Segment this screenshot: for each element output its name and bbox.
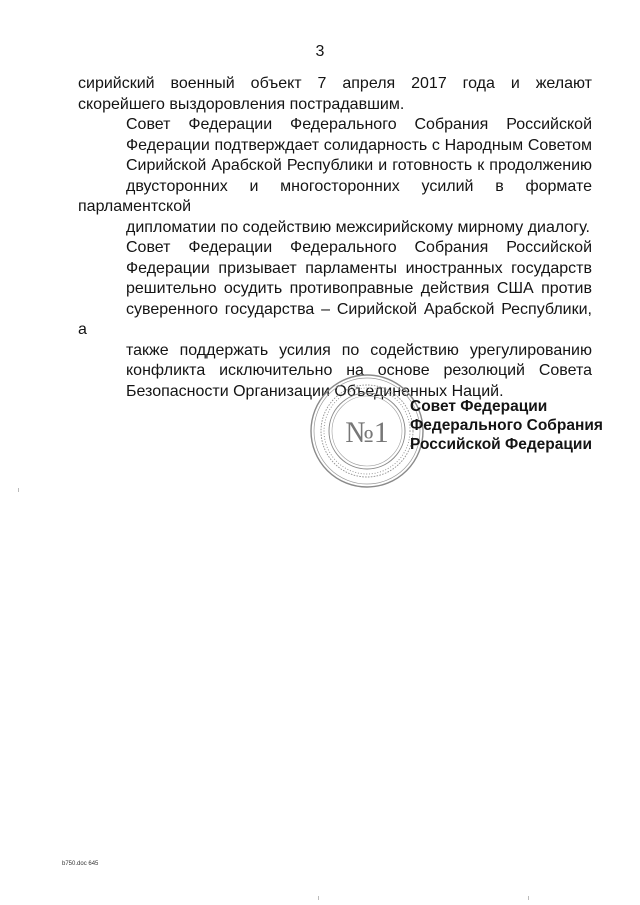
text-line: Совет Федерации Федерального Собрания Российской [126, 239, 592, 256]
text-line: Совет Федерации Федерального Собрания Российской [126, 116, 592, 133]
document-body [78, 74, 592, 402]
text-line: дипломатии по содействию межсирийскому мирному диалогу. [126, 218, 590, 236]
official-seal [308, 372, 426, 490]
signature-block [410, 397, 603, 454]
text-line: также поддержать усилия по содействию урегулированию [126, 341, 592, 359]
signature-line: Федерального Собрания [410, 417, 603, 434]
text-line: Сирийской Арабской Республики и готовность к продолжению [126, 157, 592, 174]
footer-doc-ref: b750.doc 645 [62, 861, 99, 867]
text-line: суверенного государства – Сирийской Арабской Республики, а [78, 300, 592, 338]
text-line: решительно осудить противоправные действия США против [126, 280, 592, 297]
signature-line: Российской Федерации [410, 436, 592, 453]
signature-line: Совет Федерации [410, 398, 548, 415]
scan-artifact [528, 896, 529, 900]
text-line: двусторонних и многосторонних усилий в формате парламентской [78, 177, 592, 215]
seal-icon [308, 372, 426, 490]
paragraph-1 [78, 74, 592, 115]
text-line: Федерации призывает парламенты иностранных государств [126, 259, 592, 277]
page-number: 3 [315, 43, 325, 60]
scan-artifact [18, 488, 19, 492]
text-line: Федерации подтверждает солидарность с Народным Советом [126, 136, 592, 154]
seal-number: №1 [345, 416, 389, 449]
paragraph-2 [78, 115, 592, 238]
text-line: Безопасности Организации Объединенных Наций. [126, 382, 504, 400]
text-line: конфликта исключительно на основе резолюций Совета [126, 362, 592, 379]
text-line: сирийский военный объект 7 апреля 2017 года и желают [78, 75, 592, 92]
scan-artifact [318, 896, 319, 900]
text-line: скорейшего выздоровления пострадавшим. [78, 95, 405, 113]
